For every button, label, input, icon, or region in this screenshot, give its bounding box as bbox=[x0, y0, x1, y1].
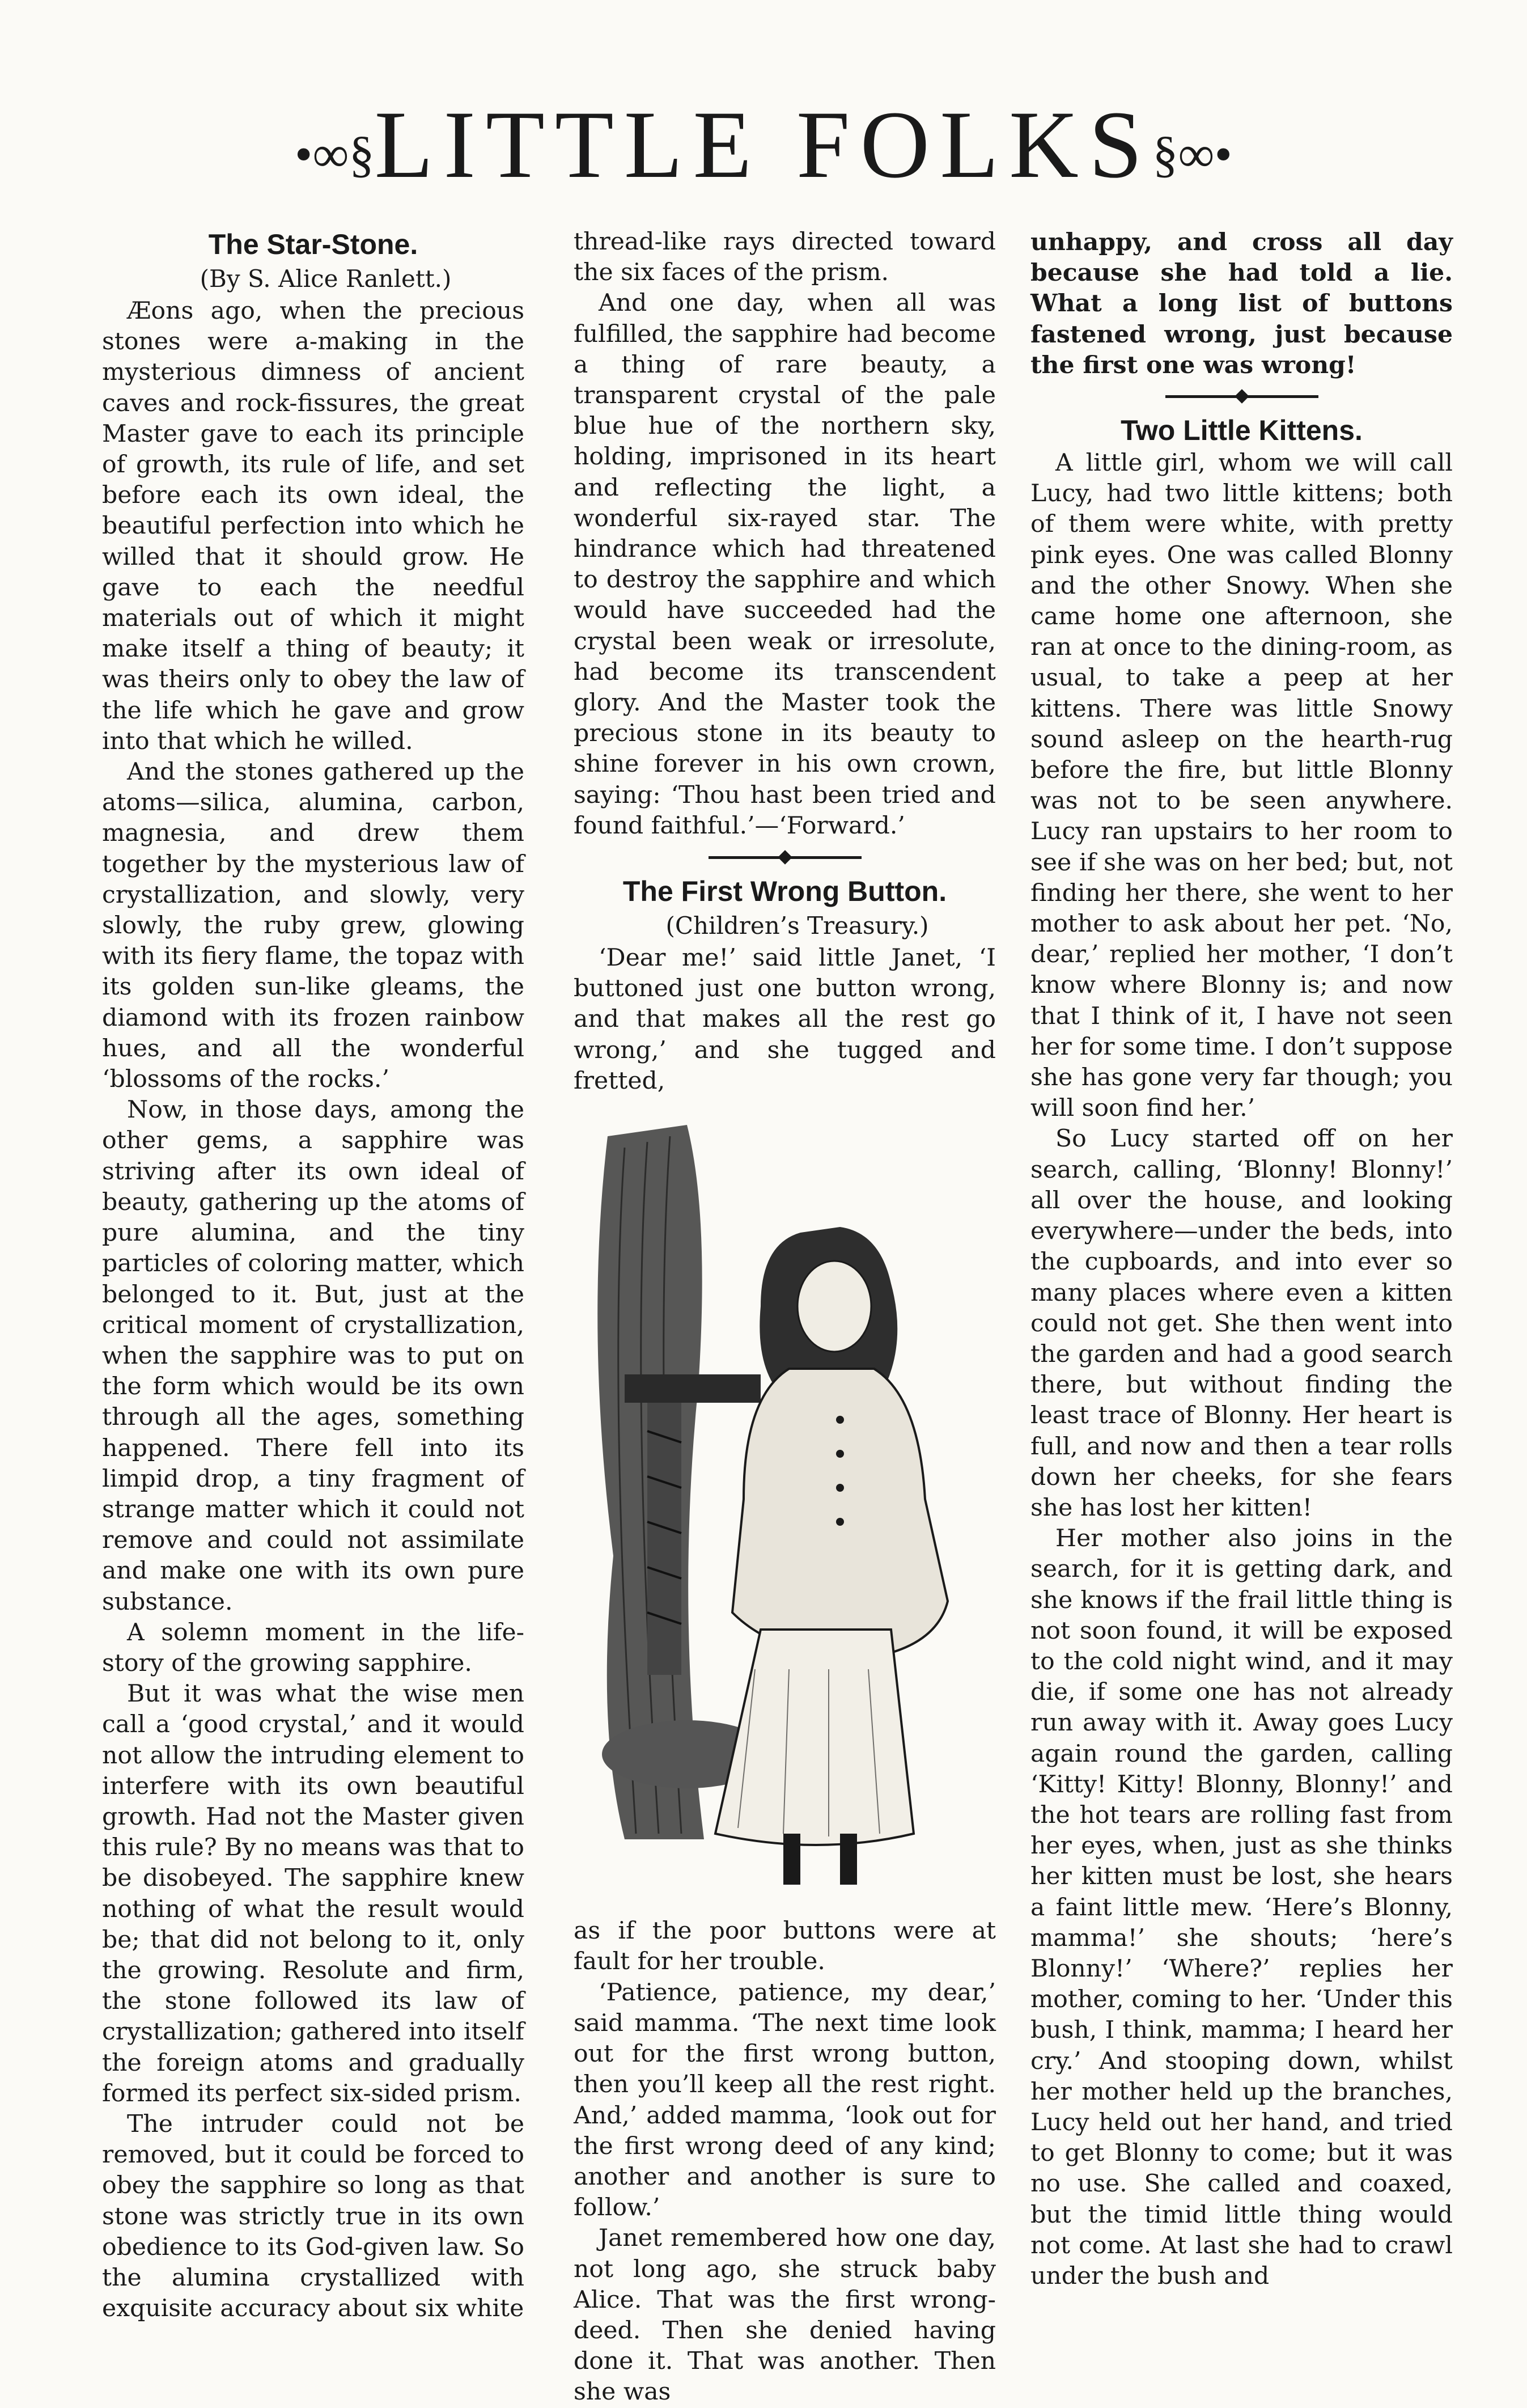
article-title-kittens: Two Little Kittens. bbox=[1121, 414, 1363, 447]
paragraph: And the stones gathered up the atoms—silica, alumina, carbon, magnesia, and drew them together by the mysterious law of crystallization, and slowly, very slowly, the ruby grew, glowing with its fiery flame, the topaz with its golden sun-like gleams, the diamond with its frozen rainbow hues, and all the wonderful ‘blossoms of the rocks.’ bbox=[102, 758, 524, 1094]
paragraph-continuation: as if the poor buttons were at fault for her trouble. bbox=[574, 1917, 996, 1976]
paragraph: And one day, when all was fulfilled, the sapphire had become a thing of rare beauty, a transparent crystal of the pale blue hue of the northern sky, holding, imprisoned in its heart and reflecting the light, a wonderful six-rayed star. The hindrance which had threatened to destroy the sapphire and which would have succeeded had the crystal been weak or irresolute, had become its transcendent glory. And the Master took the precious stone in its beauty to shine forever in his own crown, saying: ‘Thou hast been tried and found faithful.’—‘Forward.’ bbox=[574, 289, 996, 840]
right-ornament-icon: §∞• bbox=[1152, 126, 1233, 183]
paragraph: Janet remembered how one day, not long ago, she struck baby Alice. That was the first wrong-deed. Then she denied having done it. That was another. Then she was bbox=[574, 2224, 996, 2406]
paragraph-continuation: unhappy, and cross all day because she had told a lie. What a long list of buttons fastened wrong, just because the first one was wrong! bbox=[1030, 228, 1453, 379]
article-title-wrong-button: The First Wrong Button. bbox=[622, 875, 947, 908]
paragraph: Æons ago, when the precious stones were a-making in the mysterious dimness of ancient caves and rock-fissures, the great Master gave to each its principle of growth, its rule of life, and set before each its own ideal, the beautiful perfection into which he willed that it should grow. He gave to each the needful materials out of which it might make itself a thing of beauty; it was theirs only to obey the law of the life which he gave and grow into that which he willed. bbox=[102, 297, 524, 755]
article-title-star-stone: The Star-Stone. bbox=[208, 228, 418, 260]
paragraph: But it was what the wise men call a ‘good crystal,’ and it would not allow the intruding element to interfere with its own beautiful growth. Had not the Master given this rule? By no means was that to be disobeyed. The sapphire knew nothing of what the result would be; that did not belong to it, only the growing. Resolute and firm, the stone followed its law of crystallization; gathered into itself the foreign atoms and gradually formed its perfect six-sided prism. bbox=[102, 1680, 524, 2107]
paragraph: ‘Dear me!’ said little Janet, ‘I buttoned just one button wrong, and that makes all the rest go wrong,’ and she tugged and fretted, bbox=[574, 944, 996, 1095]
article-byline-star-stone: (By S. Alice Ranlett.) bbox=[200, 265, 452, 293]
masthead-title: LITTLE FOLKS bbox=[374, 91, 1153, 198]
masthead bbox=[0, 91, 1527, 198]
section-divider bbox=[709, 856, 862, 859]
column-1 bbox=[102, 227, 524, 2324]
column-2 bbox=[574, 227, 996, 2408]
paragraph: Now, in those days, among the other gems, a sapphire was striving after its own ideal of beauty, gathering up the atoms of pure alumina, and the tiny particles of coloring matter, which belonged to it. But, just at the critical moment of crystallization, when the sapphire was to put on the form which would be its own through all the ages, something happened. There fell into its limpid drop, a tiny fragment of strange matter which it could not remove and could not assimilate and make one with its own pure substance. bbox=[102, 1096, 524, 1616]
paragraph: The intruder could not be removed, but it could be forced to obey the sapphire so long as that stone was strictly true in its own obedience to its God-given law. So the alumina crystallized with exquisite accuracy about six white bbox=[102, 2110, 524, 2323]
section-divider bbox=[1165, 395, 1318, 398]
paragraph: A little girl, whom we will call Lucy, had two little kittens; both of them were white, with pretty pink eyes. One was called Blonny and the other Snowy. When she came home one afternoon, she ran at once to the dining-room, as usual, to take a peep at her kittens. There was little Snowy sound asleep on the hearth-rug before the fire, but little Blonny was not to be seen anywhere. Lucy ran upstairs to her room to see if she was on her bed; but, not finding her there, she went to her mother to ask about her pet. ‘No, dear,’ replied her mother, ‘I don’t know where Blonny is; and now that I think of it, I have not seen her for some time. I don’t suppose she has gone very far though; you will soon find her.’ bbox=[1030, 449, 1453, 1123]
paragraph: ‘Patience, patience, my dear,’ said mamma. ‘The next time look out for the first wrong button, then you’ll keep all the rest right. And,’ added mamma, ‘look out for the first wrong deed of any kind; another and another is sure to follow.’ bbox=[574, 1978, 996, 2222]
paragraph: So Lucy started off on her search, calling, ‘Blonny! Blonny!’ all over the house, and looking everywhere—under the beds, into the cupboards, and into ever so many places where even a kitten could not get. She then went into the garden and had a good search there, but without finding the least trace of Blonny. Her heart is full, and now and then a tear rolls down her cheeks, for she fears she has lost her kitten! bbox=[1030, 1125, 1453, 1522]
left-ornament-icon: •∞§ bbox=[294, 126, 375, 183]
paragraph-continuation: thread-like rays directed toward the six faces of the prism. bbox=[574, 228, 996, 287]
article-byline-wrong-button: (Children’s Treasury.) bbox=[665, 912, 929, 940]
girl-illustration bbox=[574, 1102, 996, 1899]
paragraph: A solemn moment in the life-story of the growing sapphire. bbox=[102, 1618, 524, 1677]
column-3 bbox=[1030, 227, 1453, 2292]
paragraph: Her mother also joins in the search, for it is getting dark, and she knows if the frail little thing is not soon found, it will be exposed to the cold night wind, and it may die, if some one has not already run away with it. Away goes Lucy again round the garden, calling ‘Kitty! Kitty! Blonny, Blonny!’ and the hot tears are rolling fast from her eyes, when, just as she thinks her kitten must be lost, she hears a faint little mew. ‘Here’s Blonny, mamma!’ she shouts; ‘here’s Blonny!’ ‘Where?’ replies her mother, coming to her. ‘Under this bush, I think, mamma; I heard her cry.’ And stooping down, whilst her mother held up the branches, Lucy held out her hand, and tried to get Blonny to come; but it was no use. She called and coaxed, but the timid little thing would not come. At last she had to crawl under the bush and bbox=[1030, 1525, 1453, 2290]
